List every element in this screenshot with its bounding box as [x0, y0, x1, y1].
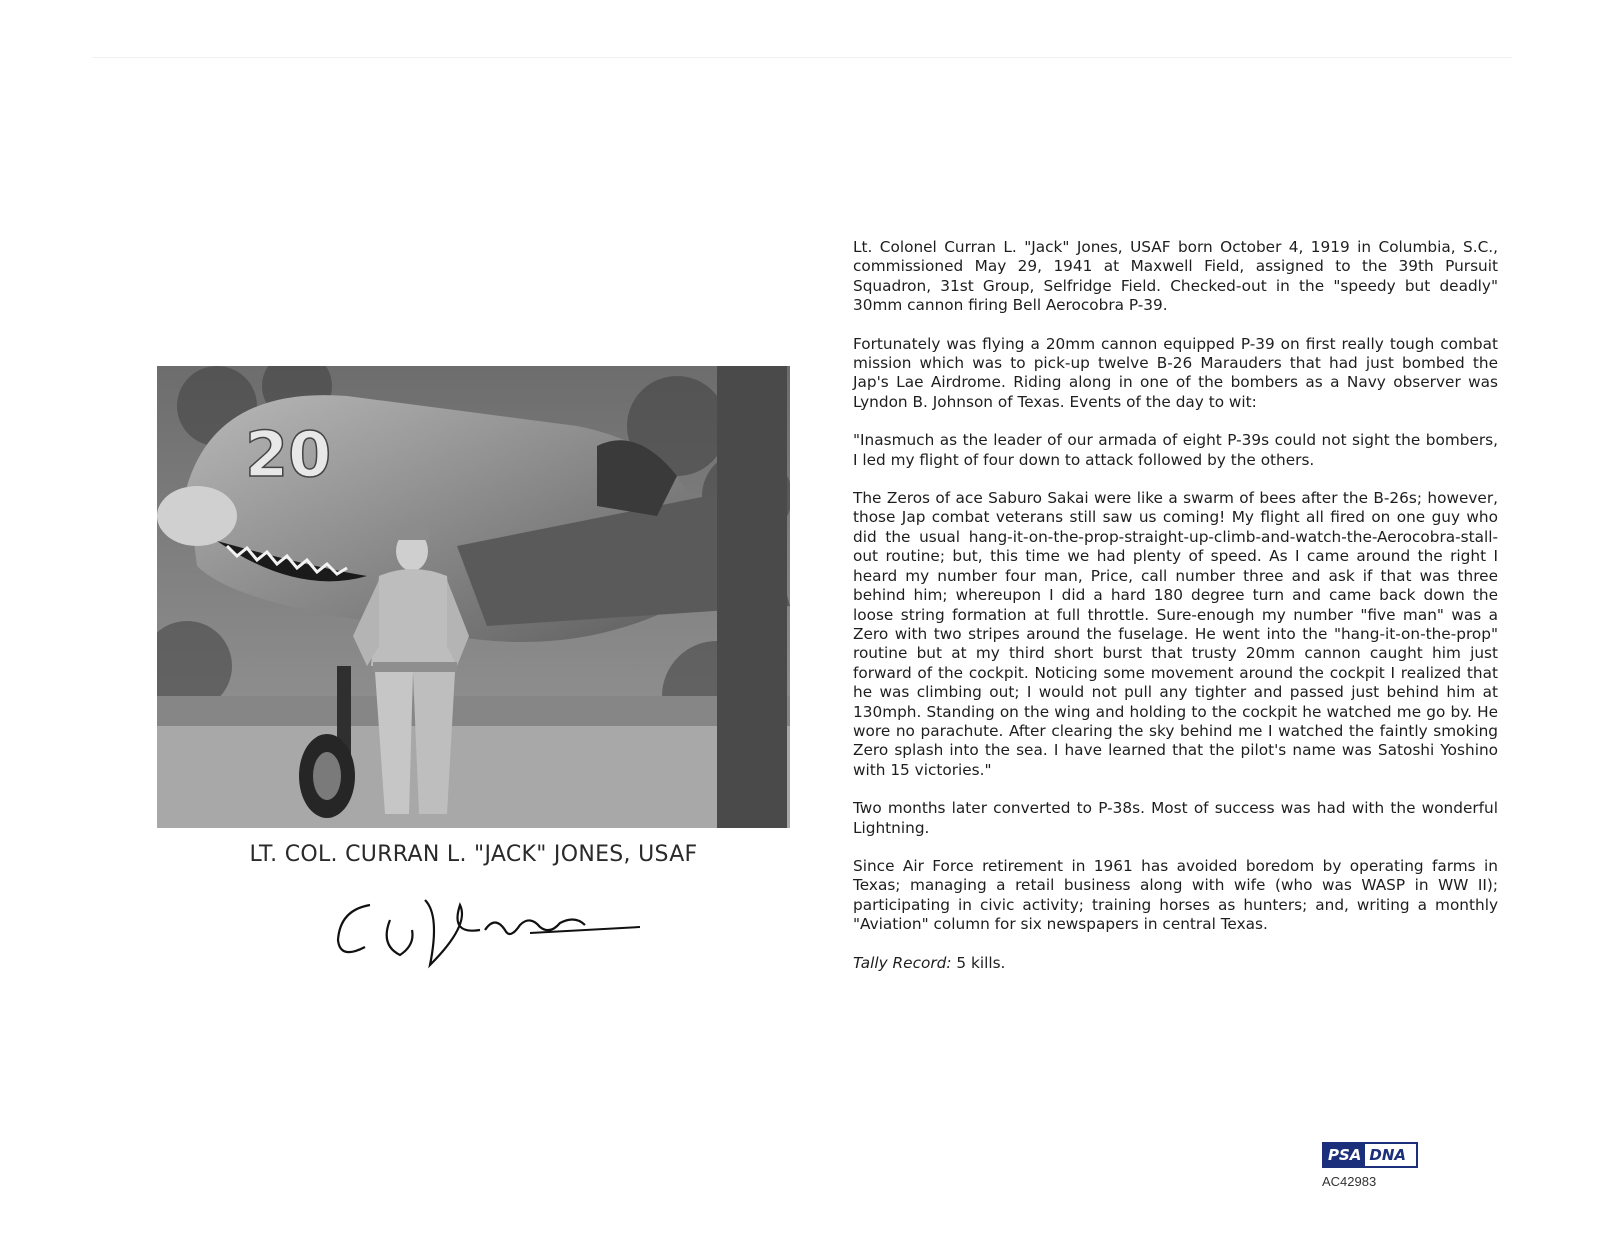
bio-paragraph-5: Two months later converted to P-38s. Most of success was had with the wonderful Lightning.	[853, 799, 1498, 837]
authentication-code: AC42983	[1322, 1174, 1377, 1189]
biography-text	[853, 238, 1498, 992]
bio-paragraph-4: The Zeros of ace Saburo Sakai were like a swarm of bees after the B-26s; however, those Jap combat veterans still saw us coming! My flight all fired on one guy who did the usual hang-it-on-the-prop-straight-up-climb-and-watch-the-Aerocobra-stall-out routine; but, this time we had plenty of speed. As I came around the right I heard my number four man, Price, call number three and ask if that was three behind him; whereupon I did a hard 180 degree turn and came back down the loose string formation at full throttle. Sure-enough my number "five man" was a Zero with two stripes around the fuselage. He went into the "hang-it-on-the-prop" routine but at my third short burst that trusty 20mm cannon caught him just forward of the cockpit. Noticing some movement around the cockpit I realized that he was climbing out; I would not pull any tighter and passed just behind him at 130mph. Standing on the wing and holding to the cockpit he watched me go by. He wore no parachute. After clearing the sky behind me I watched the faintly smoking Zero splash into the sea. I have learned that the pilot's name was Satoshi Yoshino with 15 victories."	[853, 489, 1498, 779]
tally-record	[853, 954, 1498, 973]
tally-value: 5 kills.	[951, 953, 1006, 972]
top-divider	[92, 57, 1512, 58]
psa-logo-part: PSA	[1324, 1144, 1365, 1166]
aircraft-photo	[157, 366, 790, 828]
dna-logo-part: DNA	[1369, 1146, 1407, 1164]
authentication-sticker	[1322, 1142, 1422, 1189]
bio-paragraph-1: Lt. Colonel Curran L. "Jack" Jones, USAF born October 4, 1919 in Columbia, S.C., commissioned May 29, 1941 at Maxwell Field, assigned to the 39th Pursuit Squadron, 31st Group, Selfridge Field. Checked-out in the "speedy but deadly" 30mm cannon firing Bell Aerocobra P-39.	[853, 238, 1498, 315]
tally-label: Tally Record:	[853, 953, 952, 972]
autograph-signature	[330, 885, 650, 975]
bio-paragraph-6: Since Air Force retirement in 1961 has avoided boredom by operating farms in Texas; managing a retail business along with wife (who was WASP in WW II); participating in civic activity; training horses as hunters; and, writing a monthly "Aviation" column for six newspapers in central Texas.	[853, 856, 1498, 934]
bio-paragraph-2: Fortunately was flying a 20mm cannon equipped P-39 on first really tough combat mission which was to pick-up twelve B-26 Marauders that had just bombed the Jap's Lae Airdrome. Riding along in one of the bombers as a Navy observer was Lyndon B. Johnson of Texas. Events of the day to wit:	[853, 334, 1498, 411]
psa-dna-logo	[1322, 1142, 1418, 1168]
aircraft-photo-illustration	[157, 366, 790, 828]
nose-number: 20	[245, 418, 332, 491]
photo-caption: LT. COL. CURRAN L. "JACK" JONES, USAF	[249, 842, 698, 867]
bio-paragraph-3: "Inasmuch as the leader of our armada of eight P-39s could not sight the bombers, I led my flight of four down to attack followed by the others.	[853, 431, 1498, 469]
